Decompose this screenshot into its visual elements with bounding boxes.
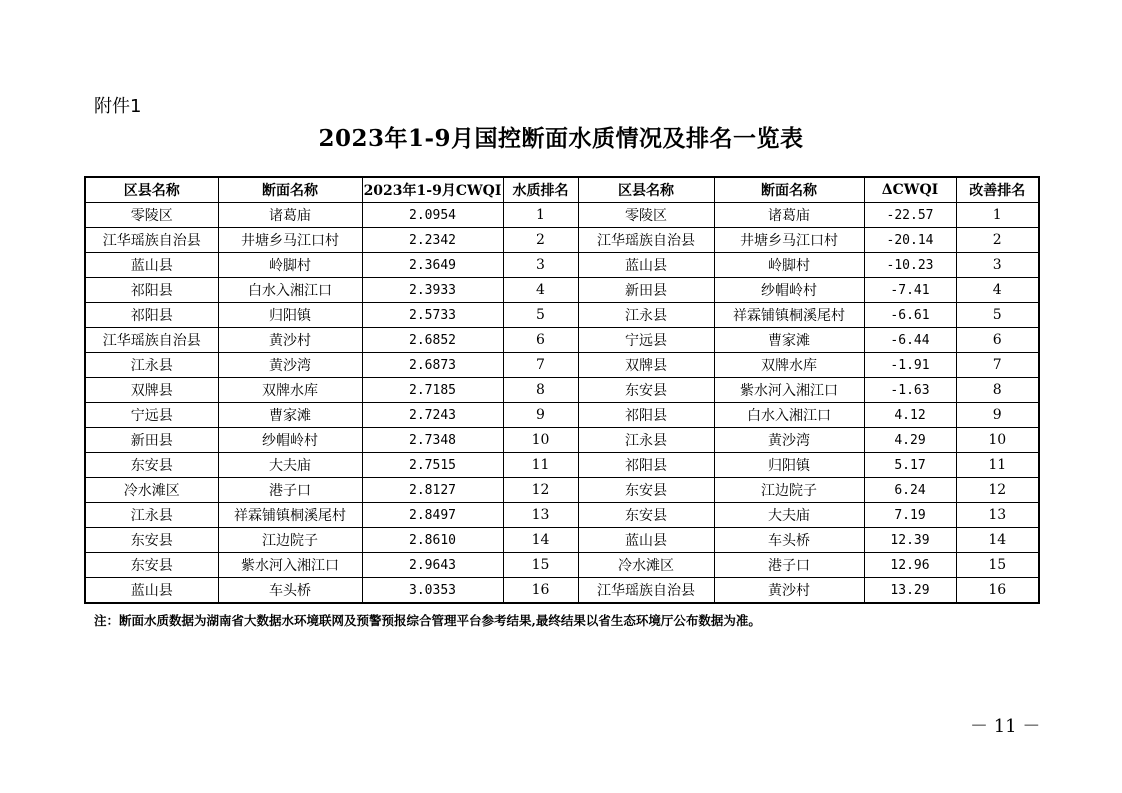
- section-cell: 双牌水库: [218, 378, 362, 403]
- section-cell: 江边院子: [218, 528, 362, 553]
- improvement-rank-cell: 2: [956, 228, 1039, 253]
- section-cell: 黄沙村: [218, 328, 362, 353]
- improvement-rank-cell: 8: [956, 378, 1039, 403]
- improvement-rank-cell: 13: [956, 503, 1039, 528]
- section-cell-2: 紫水河入湘江口: [714, 378, 864, 403]
- cwqi-cell: 2.8127: [362, 478, 503, 503]
- delta-cwqi-cell: -7.41: [864, 278, 956, 303]
- section-cell: 曹家滩: [218, 403, 362, 428]
- improvement-rank-cell: 5: [956, 303, 1039, 328]
- county-cell-2: 江华瑶族自治县: [578, 578, 714, 604]
- cwqi-cell: 2.8497: [362, 503, 503, 528]
- section-cell: 纱帽岭村: [218, 428, 362, 453]
- cwqi-cell: 2.3933: [362, 278, 503, 303]
- county-cell: 蓝山县: [85, 578, 218, 604]
- header-delta-cwqi: ΔCWQI: [864, 177, 956, 203]
- county-cell: 东安县: [85, 553, 218, 578]
- section-cell: 紫水河入湘江口: [218, 553, 362, 578]
- delta-cwqi-cell: 5.17: [864, 453, 956, 478]
- improvement-rank-cell: 14: [956, 528, 1039, 553]
- section-cell-2: 井塘乡马江口村: [714, 228, 864, 253]
- county-cell-2: 零陵区: [578, 203, 714, 228]
- delta-cwqi-cell: -6.61: [864, 303, 956, 328]
- cwqi-cell: 2.9643: [362, 553, 503, 578]
- improvement-rank-cell: 10: [956, 428, 1039, 453]
- cwqi-cell: 2.6852: [362, 328, 503, 353]
- county-cell-2: 东安县: [578, 378, 714, 403]
- delta-cwqi-cell: -1.63: [864, 378, 956, 403]
- county-cell: 江华瑶族自治县: [85, 328, 218, 353]
- attachment-label: 附件1: [94, 96, 142, 117]
- county-cell-2: 东安县: [578, 478, 714, 503]
- table-row: [85, 553, 1039, 578]
- section-cell: 归阳镇: [218, 303, 362, 328]
- header-section-name-2: 断面名称: [714, 177, 864, 203]
- improvement-rank-cell: 11: [956, 453, 1039, 478]
- county-cell-2: 双牌县: [578, 353, 714, 378]
- table-row: [85, 403, 1039, 428]
- header-quality-rank: 水质排名: [503, 177, 578, 203]
- section-cell: 祥霖铺镇桐溪尾村: [218, 503, 362, 528]
- county-cell: 江永县: [85, 353, 218, 378]
- delta-cwqi-cell: -6.44: [864, 328, 956, 353]
- county-cell: 宁远县: [85, 403, 218, 428]
- cwqi-cell: 2.6873: [362, 353, 503, 378]
- delta-cwqi-cell: 4.12: [864, 403, 956, 428]
- section-cell-2: 白水入湘江口: [714, 403, 864, 428]
- table-row: [85, 528, 1039, 553]
- cwqi-cell: 2.5733: [362, 303, 503, 328]
- table-row: [85, 228, 1039, 253]
- section-cell: 诸葛庙: [218, 203, 362, 228]
- quality-rank-cell: 5: [503, 303, 578, 328]
- section-cell: 大夫庙: [218, 453, 362, 478]
- section-cell-2: 黄沙村: [714, 578, 864, 604]
- improvement-rank-cell: 7: [956, 353, 1039, 378]
- table-row: [85, 453, 1039, 478]
- section-cell: 港子口: [218, 478, 362, 503]
- quality-rank-cell: 3: [503, 253, 578, 278]
- section-cell-2: 祥霖铺镇桐溪尾村: [714, 303, 864, 328]
- county-cell-2: 蓝山县: [578, 528, 714, 553]
- delta-cwqi-cell: -1.91: [864, 353, 956, 378]
- county-cell: 江华瑶族自治县: [85, 228, 218, 253]
- section-cell-2: 曹家滩: [714, 328, 864, 353]
- section-cell-2: 双牌水库: [714, 353, 864, 378]
- county-cell-2: 新田县: [578, 278, 714, 303]
- table-row: [85, 203, 1039, 228]
- table-body: [85, 203, 1039, 604]
- county-cell: 江永县: [85, 503, 218, 528]
- cwqi-cell: 2.0954: [362, 203, 503, 228]
- quality-rank-cell: 12: [503, 478, 578, 503]
- county-cell: 祁阳县: [85, 278, 218, 303]
- improvement-rank-cell: 3: [956, 253, 1039, 278]
- quality-rank-cell: 2: [503, 228, 578, 253]
- section-cell-2: 港子口: [714, 553, 864, 578]
- county-cell-2: 东安县: [578, 503, 714, 528]
- county-cell: 东安县: [85, 528, 218, 553]
- quality-rank-cell: 15: [503, 553, 578, 578]
- delta-cwqi-cell: 12.96: [864, 553, 956, 578]
- county-cell: 新田县: [85, 428, 218, 453]
- cwqi-cell: 2.7348: [362, 428, 503, 453]
- quality-rank-cell: 8: [503, 378, 578, 403]
- section-cell-2: 车头桥: [714, 528, 864, 553]
- delta-cwqi-cell: 4.29: [864, 428, 956, 453]
- delta-cwqi-cell: 12.39: [864, 528, 956, 553]
- quality-rank-cell: 14: [503, 528, 578, 553]
- cwqi-cell: 2.2342: [362, 228, 503, 253]
- county-cell: 双牌县: [85, 378, 218, 403]
- cwqi-cell: 2.7515: [362, 453, 503, 478]
- improvement-rank-cell: 12: [956, 478, 1039, 503]
- section-cell: 车头桥: [218, 578, 362, 604]
- improvement-rank-cell: 4: [956, 278, 1039, 303]
- quality-rank-cell: 1: [503, 203, 578, 228]
- section-cell-2: 黄沙湾: [714, 428, 864, 453]
- section-cell: 黄沙湾: [218, 353, 362, 378]
- improvement-rank-cell: 9: [956, 403, 1039, 428]
- county-cell-2: 江华瑶族自治县: [578, 228, 714, 253]
- quality-rank-cell: 9: [503, 403, 578, 428]
- header-county-name-2: 区县名称: [578, 177, 714, 203]
- table-row: [85, 578, 1039, 604]
- section-cell-2: 大夫庙: [714, 503, 864, 528]
- footnote: 注：断面水质数据为湖南省大数据水环境联网及预警预报综合管理平台参考结果,最终结果以省生态环境厅公布数据为准。: [94, 613, 761, 628]
- county-cell: 零陵区: [85, 203, 218, 228]
- section-cell-2: 纱帽岭村: [714, 278, 864, 303]
- quality-rank-cell: 6: [503, 328, 578, 353]
- delta-cwqi-cell: -20.14: [864, 228, 956, 253]
- table-row: [85, 278, 1039, 303]
- county-cell: 冷水滩区: [85, 478, 218, 503]
- cwqi-cell: 2.8610: [362, 528, 503, 553]
- cwqi-cell: 2.3649: [362, 253, 503, 278]
- quality-rank-cell: 7: [503, 353, 578, 378]
- section-cell: 岭脚村: [218, 253, 362, 278]
- delta-cwqi-cell: 6.24: [864, 478, 956, 503]
- county-cell-2: 冷水滩区: [578, 553, 714, 578]
- county-cell: 东安县: [85, 453, 218, 478]
- county-cell-2: 祁阳县: [578, 453, 714, 478]
- quality-rank-cell: 16: [503, 578, 578, 604]
- county-cell: 蓝山县: [85, 253, 218, 278]
- table-row: [85, 428, 1039, 453]
- delta-cwqi-cell: 7.19: [864, 503, 956, 528]
- county-cell-2: 江永县: [578, 303, 714, 328]
- table-row: [85, 328, 1039, 353]
- quality-rank-cell: 4: [503, 278, 578, 303]
- improvement-rank-cell: 15: [956, 553, 1039, 578]
- county-cell-2: 江永县: [578, 428, 714, 453]
- improvement-rank-cell: 1: [956, 203, 1039, 228]
- table-row: [85, 353, 1039, 378]
- delta-cwqi-cell: 13.29: [864, 578, 956, 604]
- delta-cwqi-cell: -22.57: [864, 203, 956, 228]
- section-cell-2: 岭脚村: [714, 253, 864, 278]
- section-cell: 白水入湘江口: [218, 278, 362, 303]
- cwqi-cell: 3.0353: [362, 578, 503, 604]
- improvement-rank-cell: 6: [956, 328, 1039, 353]
- delta-cwqi-cell: -10.23: [864, 253, 956, 278]
- quality-rank-cell: 13: [503, 503, 578, 528]
- cwqi-cell: 2.7185: [362, 378, 503, 403]
- section-cell-2: 诸葛庙: [714, 203, 864, 228]
- county-cell: 祁阳县: [85, 303, 218, 328]
- county-cell-2: 蓝山县: [578, 253, 714, 278]
- header-section-name: 断面名称: [218, 177, 362, 203]
- cwqi-cell: 2.7243: [362, 403, 503, 428]
- quality-rank-cell: 10: [503, 428, 578, 453]
- section-cell-2: 归阳镇: [714, 453, 864, 478]
- improvement-rank-cell: 16: [956, 578, 1039, 604]
- header-cwqi: 2023年1-9月CWQI: [362, 177, 503, 203]
- county-cell-2: 宁远县: [578, 328, 714, 353]
- header-county-name: 区县名称: [85, 177, 218, 203]
- water-quality-ranking-table: [84, 176, 1040, 604]
- header-improvement-rank: 改善排名: [956, 177, 1039, 203]
- section-cell: 井塘乡马江口村: [218, 228, 362, 253]
- table-row: [85, 378, 1039, 403]
- county-cell-2: 祁阳县: [578, 403, 714, 428]
- section-cell-2: 江边院子: [714, 478, 864, 503]
- table-header-row: [85, 177, 1039, 203]
- quality-rank-cell: 11: [503, 453, 578, 478]
- document-title: 2023年1-9月国控断面水质情况及排名一览表: [318, 125, 804, 152]
- table-row: [85, 303, 1039, 328]
- table-row: [85, 503, 1039, 528]
- table-row: [85, 253, 1039, 278]
- table-row: [85, 478, 1039, 503]
- page-number: － 11 －: [970, 716, 1041, 737]
